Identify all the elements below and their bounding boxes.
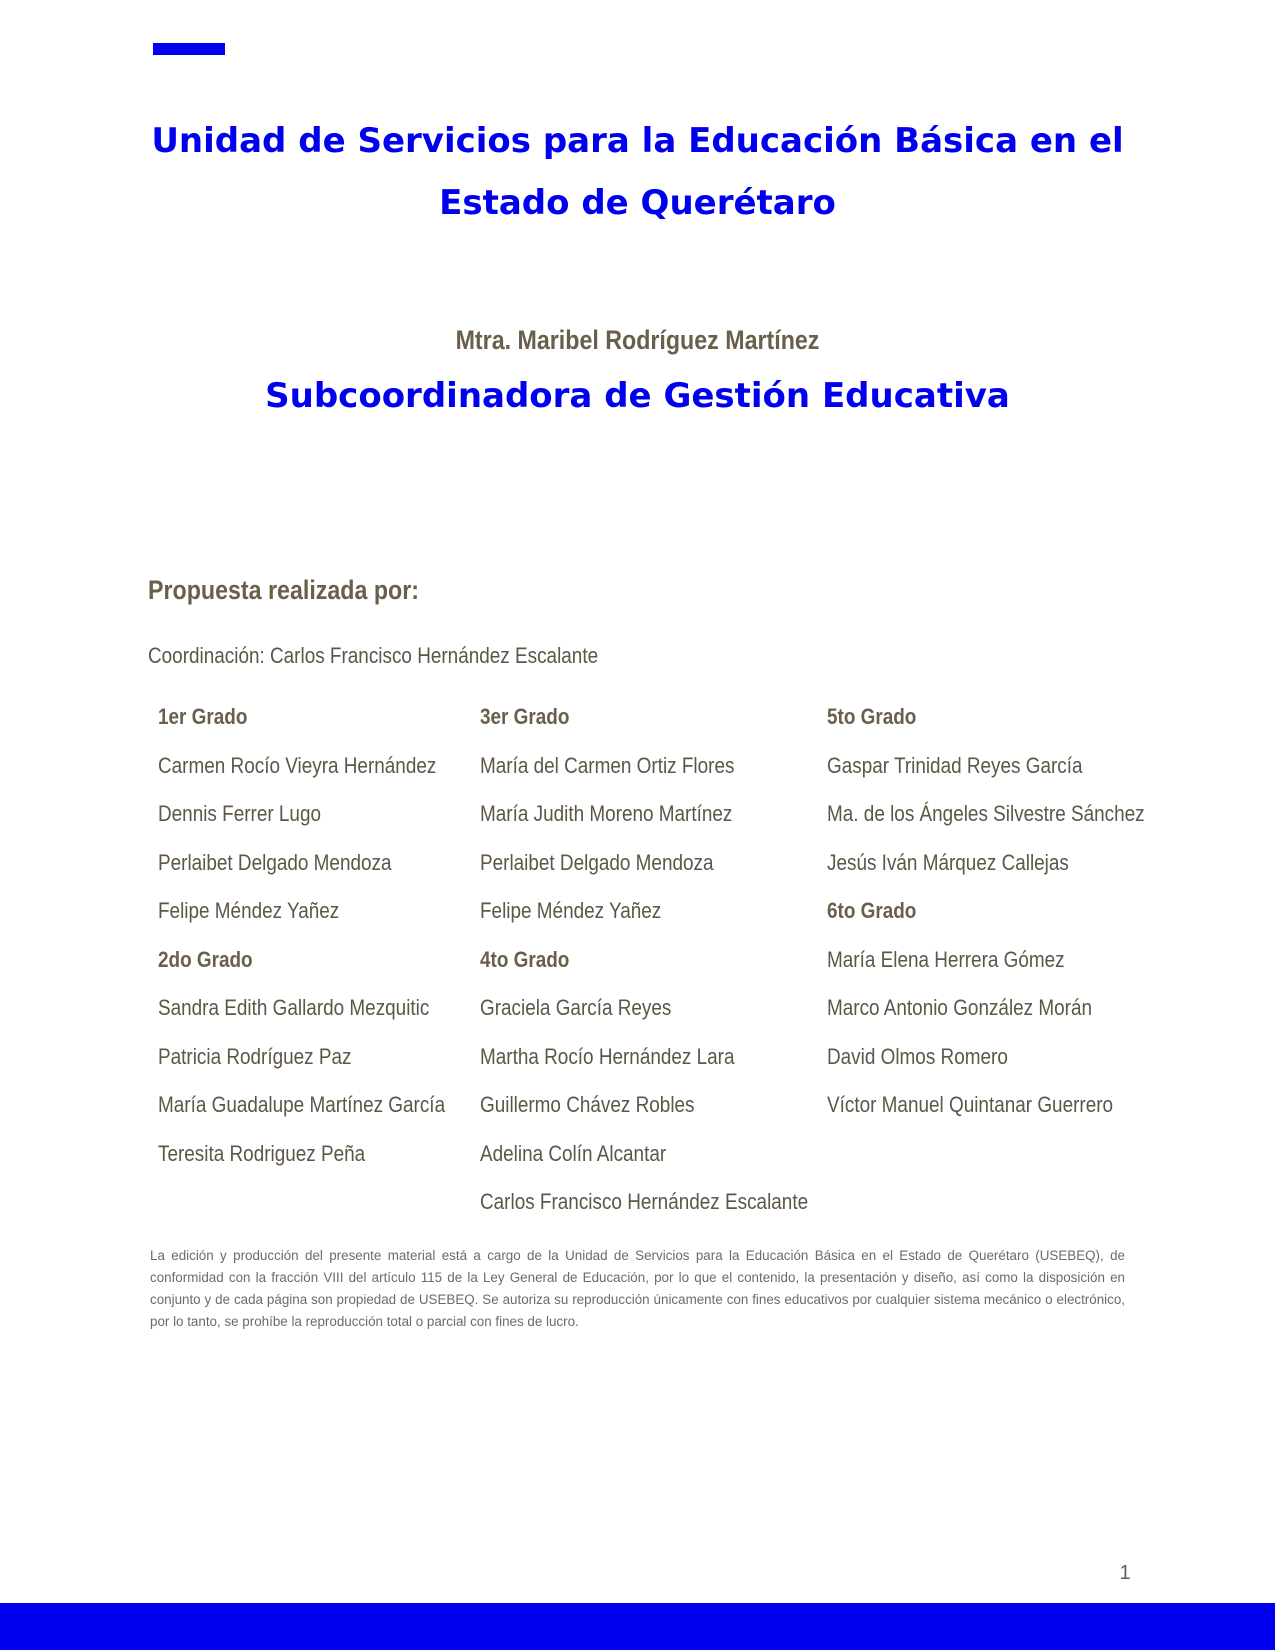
author-name: Perlaibet Delgado Mendoza xyxy=(480,849,714,875)
grade-heading: 3er Grado xyxy=(480,704,570,729)
author-name: Dennis Ferrer Lugo xyxy=(158,801,322,826)
author-name: Felipe Méndez Yañez xyxy=(158,898,340,923)
author-name: María Judith Moreno Martínez xyxy=(480,801,733,826)
author-name: Ma. de los Ángeles Silvestre Sánchez xyxy=(827,801,1145,826)
author-name: María del Carmen Ortiz Flores xyxy=(480,752,735,778)
authors-column-3 xyxy=(827,700,1196,1137)
author-name: Carlos Francisco Hernández Escalante xyxy=(480,1189,809,1214)
author-name: Sandra Edith Gallardo Mezquitic xyxy=(158,995,430,1020)
page-number: 1 xyxy=(1119,1562,1131,1584)
grade-heading: 2do Grado xyxy=(158,946,253,972)
author-name: Gaspar Trinidad Reyes García xyxy=(827,752,1083,778)
author-name: María Elena Herrera Gómez xyxy=(827,946,1065,972)
author-name: Guillermo Chávez Robles xyxy=(480,1092,695,1117)
grade-heading: 4to Grado xyxy=(480,946,570,972)
author-name: Carmen Rocío Vieyra Hernández xyxy=(158,752,437,778)
director-role: Subcoordinadora de Gestión Educativa xyxy=(265,376,1010,416)
author-name: Martha Rocío Hernández Lara xyxy=(480,1043,735,1069)
author-name: Teresita Rodriguez Peña xyxy=(158,1140,366,1166)
grade-heading: 5to Grado xyxy=(827,704,917,729)
bottom-band xyxy=(0,1603,1275,1650)
author-name: Víctor Manuel Quintanar Guerrero xyxy=(827,1092,1114,1117)
authors-column-1 xyxy=(158,700,492,1185)
author-name: Perlaibet Delgado Mendoza xyxy=(158,849,392,875)
author-name: Adelina Colín Alcantar xyxy=(480,1140,667,1166)
legal-note: La edición y producción del presente material está a cargo de la Unidad de Servicios para la Educación Básica en el Estado de Querétaro (USEBEQ), de conformidad con la fracción VIII del artículo 115 de la Ley General de Educación, por lo que el contenido, la presentación y diseño, así como la disposición en conjunto y de cada página son propiedad de USEBEQ. Se autoriza su reproducción únicamente con fines educativos por cualquier sistema mecánico o electrónico, por lo tanto, se prohíbe la reproducción total o parcial con fines de lucro. xyxy=(150,1248,1125,1329)
author-name: Patricia Rodríguez Paz xyxy=(158,1043,352,1069)
authors-column-2 xyxy=(480,700,862,1234)
page-title-line-1: Unidad de Servicios para la Educación Básica en el xyxy=(151,121,1124,161)
author-name: David Olmos Romero xyxy=(827,1043,1008,1069)
grade-heading: 1er Grado xyxy=(158,704,248,729)
grade-heading: 6to Grado xyxy=(827,898,917,923)
author-name: Jesús Iván Márquez Callejas xyxy=(827,849,1069,875)
page-title-line-2: Estado de Querétaro xyxy=(439,183,836,223)
author-name: María Guadalupe Martínez García xyxy=(158,1092,446,1117)
page-title xyxy=(150,110,1125,234)
proposal-heading: Propuesta realizada por: xyxy=(148,575,419,605)
director-name: Mtra. Maribel Rodríguez Martínez xyxy=(455,325,820,355)
top-accent-bar xyxy=(153,43,225,55)
author-name: Graciela García Reyes xyxy=(480,995,672,1020)
coordination-line: Coordinación: Carlos Francisco Hernández Escalante xyxy=(148,643,599,668)
author-name: Marco Antonio González Morán xyxy=(827,995,1093,1020)
author-name: Felipe Méndez Yañez xyxy=(480,898,662,923)
